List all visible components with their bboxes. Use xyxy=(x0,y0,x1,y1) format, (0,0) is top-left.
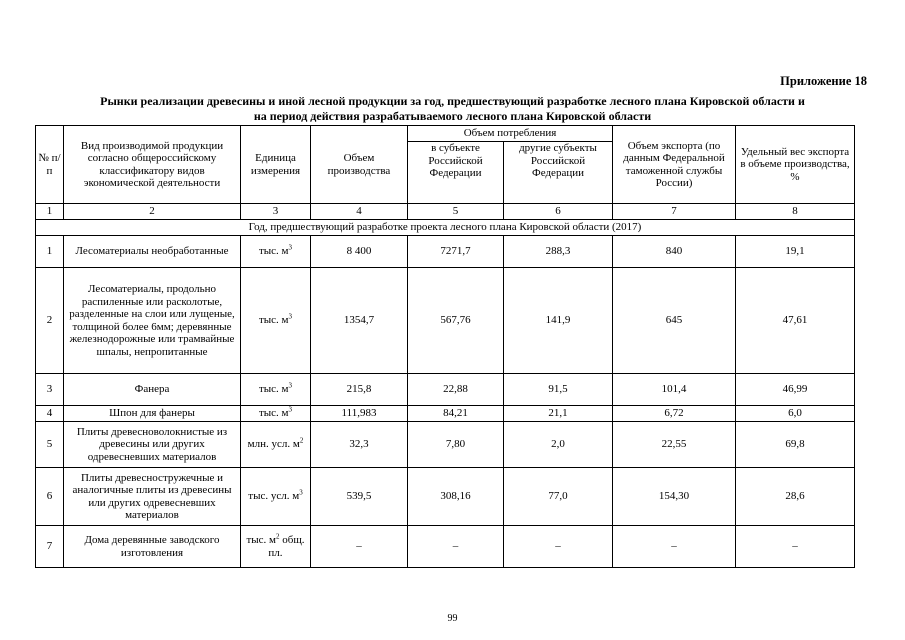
unit-text: тыс. усл. м xyxy=(248,490,300,503)
row-number-cell: 3 xyxy=(36,374,64,406)
export-volume-cell: – xyxy=(613,526,736,568)
export-volume-cell: 6,72 xyxy=(613,406,736,422)
row-number-cell: 4 xyxy=(36,406,64,422)
export-volume-cell: 645 xyxy=(613,268,736,374)
header-in-subject: в субъекте Российской Федерации xyxy=(408,142,504,204)
export-share-cell: 46,99 xyxy=(736,374,855,406)
row-number-cell: 5 xyxy=(36,422,64,468)
production-volume-cell: 32,3 xyxy=(311,422,408,468)
consumption-in-subject-cell: 7,80 xyxy=(408,422,504,468)
production-volume-cell: – xyxy=(311,526,408,568)
table-row xyxy=(36,236,855,268)
row-number-cell: 1 xyxy=(36,236,64,268)
export-share-cell: 69,8 xyxy=(736,422,855,468)
unit-text: тыс. м xyxy=(258,383,289,396)
product-name-cell: Дома деревянные заводского изготовления xyxy=(64,526,241,568)
header-other-subjects: другие субъекты Российской Федерации xyxy=(504,142,613,204)
consumption-other-subjects-cell: 91,5 xyxy=(504,374,613,406)
consumption-other-subjects-cell: – xyxy=(504,526,613,568)
production-volume-cell: 1354,7 xyxy=(311,268,408,374)
consumption-in-subject-cell: 84,21 xyxy=(408,406,504,422)
consumption-in-subject-cell: 308,16 xyxy=(408,468,504,526)
product-name-cell: Лесоматериалы, продольно распиленные или расколотые, разделенные на слои или лущеные, толщиной более 6мм; деревянные железнодорожные или трамвайные шпалы, непропитанные xyxy=(64,268,241,374)
header-volume: Объем производства xyxy=(311,126,408,204)
export-volume-cell: 154,30 xyxy=(613,468,736,526)
export-share-cell: 28,6 xyxy=(736,468,855,526)
unit-text: тыс. м xyxy=(246,534,276,546)
unit-cell xyxy=(241,526,311,568)
product-name-cell: Плиты древесноволокнистые из древесины или других одревесневших материалов xyxy=(64,422,241,468)
unit-cell xyxy=(241,236,311,268)
consumption-in-subject-cell: 22,88 xyxy=(408,374,504,406)
table-row xyxy=(36,268,855,374)
document-title-line-2: на период действия разрабатываемого лесного плана Кировской области xyxy=(253,109,652,123)
table-body xyxy=(36,204,855,568)
export-share-cell: 6,0 xyxy=(736,406,855,422)
table-row xyxy=(36,468,855,526)
consumption-other-subjects-cell: 288,3 xyxy=(504,236,613,268)
product-name-cell: Плиты древесностружечные и аналогичные плиты из древесины или других одревесневших материалов xyxy=(64,468,241,526)
markets-table xyxy=(35,125,855,568)
table-row xyxy=(36,422,855,468)
table-row xyxy=(36,374,855,406)
header-num: № п/п xyxy=(36,126,64,204)
column-number: 5 xyxy=(408,204,504,220)
table-row xyxy=(36,526,855,568)
column-number: 3 xyxy=(241,204,311,220)
header-consumption: Объем потребления xyxy=(408,126,613,142)
consumption-other-subjects-cell: 2,0 xyxy=(504,422,613,468)
production-volume-cell: 539,5 xyxy=(311,468,408,526)
unit-exponent: 3 xyxy=(288,381,293,390)
consumption-other-subjects-cell: 141,9 xyxy=(504,268,613,374)
row-number-cell: 6 xyxy=(36,468,64,526)
product-name-cell: Фанера xyxy=(64,374,241,406)
column-number: 7 xyxy=(613,204,736,220)
unit-text: млн. усл. м xyxy=(247,438,300,451)
unit-exponent: 3 xyxy=(299,488,303,497)
production-volume-cell: 111,983 xyxy=(311,406,408,422)
section-row xyxy=(36,220,855,236)
header-product: Вид производимой продукции согласно общероссийскому классификатору видов экономической деятельности xyxy=(64,126,241,204)
export-share-cell: 47,61 xyxy=(736,268,855,374)
header-export: Объем экспорта (по данным Федеральной таможенной службы России) xyxy=(613,126,736,204)
unit-exponent: 3 xyxy=(288,243,293,252)
unit-exponent: 3 xyxy=(288,405,293,414)
unit-cell xyxy=(241,374,311,406)
consumption-in-subject-cell: 567,76 xyxy=(408,268,504,374)
row-number-cell: 2 xyxy=(36,268,64,374)
unit-exponent: 2 xyxy=(275,532,280,541)
column-number-row xyxy=(36,204,855,220)
unit-text: тыс. м xyxy=(258,314,289,327)
column-number: 8 xyxy=(736,204,855,220)
product-name-cell: Шпон для фанеры xyxy=(64,406,241,422)
consumption-other-subjects-cell: 77,0 xyxy=(504,468,613,526)
consumption-in-subject-cell: 7271,7 xyxy=(408,236,504,268)
export-share-cell: – xyxy=(736,526,855,568)
column-number: 2 xyxy=(64,204,241,220)
consumption-other-subjects-cell: 21,1 xyxy=(504,406,613,422)
unit-cell xyxy=(241,406,311,422)
unit-cell xyxy=(241,268,311,374)
export-volume-cell: 101,4 xyxy=(613,374,736,406)
unit-suffix: общ. пл. xyxy=(268,534,305,559)
unit-text: тыс. м xyxy=(258,407,289,420)
column-number: 4 xyxy=(311,204,408,220)
table-row xyxy=(36,406,855,422)
column-number: 1 xyxy=(36,204,64,220)
unit-exponent: 3 xyxy=(288,312,293,321)
consumption-in-subject-cell: – xyxy=(408,526,504,568)
section-title: Год, предшествующий разработке проекта лесного плана Кировской области (2017) xyxy=(36,220,855,236)
production-volume-cell: 8 400 xyxy=(311,236,408,268)
column-number: 6 xyxy=(504,204,613,220)
document-title-line-1: Рынки реализации древесины и иной лесной продукции за год, предшествующий разработке лесного плана Кировской области и xyxy=(100,94,805,108)
appendix-label: Приложение 18 xyxy=(780,74,867,88)
page-number: 99 xyxy=(447,613,458,624)
export-volume-cell: 840 xyxy=(613,236,736,268)
export-volume-cell: 22,55 xyxy=(613,422,736,468)
unit-text: тыс. м xyxy=(258,245,289,258)
header-share: Удельный вес экспорта в объеме производства, % xyxy=(736,126,855,204)
export-share-cell: 19,1 xyxy=(736,236,855,268)
production-volume-cell: 215,8 xyxy=(311,374,408,406)
header-unit: Единица измерения xyxy=(241,126,311,204)
unit-cell xyxy=(241,468,311,526)
unit-exponent: 2 xyxy=(299,436,304,445)
product-name-cell: Лесоматериалы необработанные xyxy=(64,236,241,268)
unit-cell xyxy=(241,422,311,468)
row-number-cell: 7 xyxy=(36,526,64,568)
